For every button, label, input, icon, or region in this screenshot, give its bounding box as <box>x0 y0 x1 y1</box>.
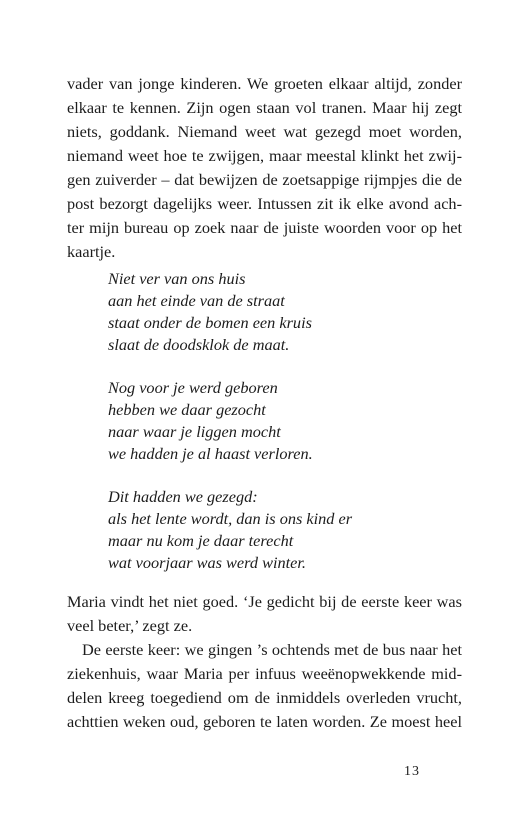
text-line: niemand weet hoe te zwijgen, maar meestal klinkt het zwij- <box>67 146 462 165</box>
text-line: kaartje. <box>67 242 116 261</box>
poem-line: we hadden je al haast verloren. <box>108 444 313 463</box>
text-line: vader van jonge kinderen. We groeten elkaar altijd, zonder <box>67 74 462 93</box>
poem <box>108 268 352 595</box>
text-line: veel beter,’ zegt ze. <box>67 616 193 635</box>
text-line: gen zuiverder – dat bewijzen de zoetsappige rijmpjes die de <box>67 170 462 189</box>
text-line: niets, goddank. Niemand weet wat gezegd moet worden, <box>67 122 462 141</box>
text-line: Maria vindt het niet goed. ‘Je gedicht bij de eerste keer was <box>67 592 462 611</box>
poem-line: Nog voor je werd geboren <box>108 378 278 397</box>
page-number: 13 <box>404 764 420 779</box>
poem-line: maar nu kom je daar terecht <box>108 531 294 550</box>
poem-line: slaat de doodsklok de maat. <box>108 335 290 354</box>
poem-line: Niet ver van ons huis <box>108 269 246 288</box>
text-line: delen kreeg toegediend om de inmiddels overleden vrucht, <box>67 688 462 707</box>
poem-line: naar waar je liggen mocht <box>108 422 281 441</box>
text-line: post bezorgt dagelijks weer. Intussen zit ik elke avond ach- <box>67 194 462 213</box>
poem-line: als het lente wordt, dan is ons kind er <box>108 509 353 528</box>
paragraph-1 <box>67 72 462 264</box>
text-line: ter mijn bureau op zoek naar de juiste woorden voor op het <box>67 218 462 237</box>
poem-line: wat voorjaar was werd winter. <box>108 553 306 572</box>
poem-line: staat onder de bomen een kruis <box>108 313 312 332</box>
text-line: ziekenhuis, waar Maria per infuus weeënopwekkende mid- <box>67 664 462 683</box>
poem-line: Dit hadden we gezegd: <box>108 487 258 506</box>
poem-stanza-1 <box>108 268 352 356</box>
paragraph-3 <box>67 638 462 734</box>
poem-line: hebben we daar gezocht <box>108 400 266 419</box>
text-line: achttien weken oud, geboren te laten worden. Ze moest heel <box>67 712 462 731</box>
text-line: elkaar te kennen. Zijn ogen staan vol tranen. Maar hij zegt <box>67 98 462 117</box>
poem-line: aan het einde van de straat <box>108 291 285 310</box>
text-line: De eerste keer: we gingen ’s ochtends met de bus naar het <box>82 640 462 659</box>
paragraph-2 <box>67 590 462 638</box>
poem-stanza-3 <box>108 486 352 574</box>
poem-stanza-2 <box>108 377 352 465</box>
